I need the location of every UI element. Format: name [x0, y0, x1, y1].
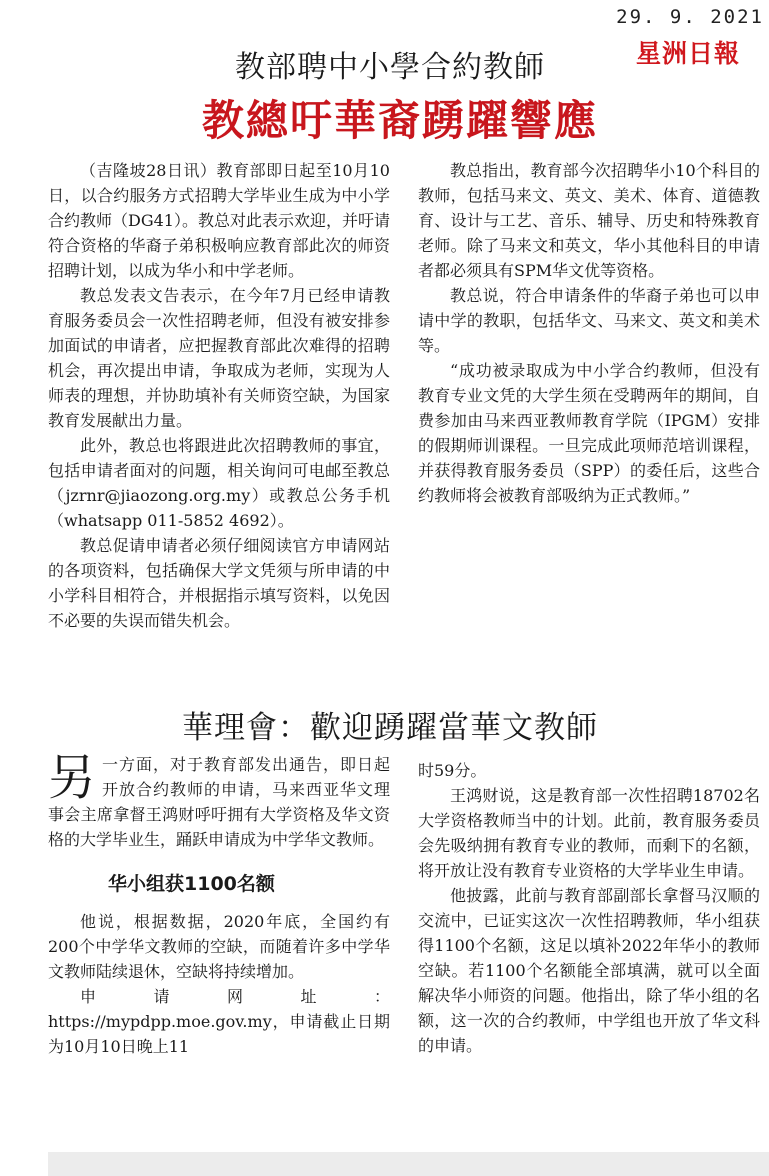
article-paragraph: （吉隆坡28日讯）教育部即日起至10月10日，以合约服务方式招聘大学毕业生成为中小学合约教师（DG41）。教总对此表示欢迎，并吁请符合资格的华裔子弟积极响应教育部此次的师资招聘计划，以成为华小和中学老师。	[48, 161, 390, 280]
article-paragraph: 教总发表文告表示，在今年7月已经申请教育服务委员会一次性招聘老师，但没有被安排参加面试的申请者，应把握教育部此次难得的招聘机会，再次提出申请，争取成为老师，实现为人师表的理想，并协助填补有关师资空缺，为国家教育发展献出力量。	[48, 286, 390, 430]
article-paragraph: 教总指出，教育部今次招聘华小10个科目的教师，包括马来文、英文、美术、体育、道德教育、设计与工艺、音乐、辅导、历史和特殊教育老师。除了马来文和英文，华小其他科目的申请者都必须具有SPM华文优等资格。	[418, 161, 760, 280]
footer-band	[48, 1152, 769, 1176]
article-paragraph: “成功被录取成为中小学合约教师，但没有教育专业文凭的大学生须在受聘两年的期间，自费参加由马来西亚教师教育学院（IPGM）安排的假期师训课程。一旦完成此项师范培训课程，并获得教育服务委员（SPP）的委任后，这些合约教师将会被教育部吸纳为正式教师。”	[418, 361, 760, 505]
article-column-2	[418, 158, 760, 508]
lead-paragraph	[48, 752, 390, 852]
article-kicker: 教部聘中小學合約教師	[235, 50, 545, 85]
article-paragraph: 他说，根据数据，2020年底，全国约有200个中学华文教师的空缺，而随着许多中学华文教师陆续退休，空缺将持续增加。	[48, 912, 390, 981]
article-paragraph: 申请网址：https://mypdpp.moe.gov.my，申请截止日期为10月10日晚上11	[48, 987, 390, 1056]
section-subhead: 华小组获1100名额	[108, 873, 275, 895]
publication-date: 29. 9. 2021	[616, 6, 764, 28]
newspaper-masthead-logo: 星洲日報	[636, 39, 741, 68]
article-paragraph: 他披露，此前与教育部副部长拿督马汉顺的交流中，已证实这次一次性招聘教师，华小组获得1100个名额，这足以填补2022年华小的教师空缺。若1100个名额能全部填满，就可以全面解决华小师资的问题。他指出，除了华小组的名额，这一次的合约教师，中学组也开放了华文科的申请。	[418, 886, 760, 1055]
second-article-headline: 華理會：歡迎踴躍當華文教師	[182, 710, 598, 746]
article-paragraph: 王鸿财说，这是教育部一次性招聘18702名大学资格教师当中的计划。此前，教育服务委员会先吸纳拥有教育专业的教师，而剩下的名额，将开放让没有教育专业资格的大学毕业生申请。	[418, 786, 760, 880]
article-headline: 教總吁華裔踴躍響應	[201, 96, 598, 145]
continuation-text: 时59分。	[418, 761, 487, 780]
article-paragraph: 此外，教总也将跟进此次招聘教师的事宜，包括申请者面对的问题，相关询问可电邮至教总（jzrnr@jiaozong.org.my）或教总公务手机（whatsapp 011-5852 4692）。	[48, 436, 390, 530]
article-column-3	[48, 752, 390, 1059]
article-column-4	[418, 758, 760, 1058]
article-paragraph: 教总说，符合申请条件的华裔子弟也可以申请中学的教职，包括华文、马来文、英文和美术等。	[418, 286, 760, 355]
drop-cap: 另	[48, 750, 97, 806]
lead-text: 一方面，对于教育部发出通告，即日起开放合约教师的申请，马来西亚华文理事会主席拿督王鸿财呼吁拥有大学资格及华文资格的大学毕业生，踊跃申请成为中学华文教师。	[48, 755, 390, 849]
article-paragraph: 教总促请申请者必须仔细阅读官方申请网站的各项资料，包括确保大学文凭须与所申请的中小学科目相符合，并根据指示填写资料，以免因不必要的失误而错失机会。	[48, 536, 390, 630]
article-column-1	[48, 158, 390, 633]
